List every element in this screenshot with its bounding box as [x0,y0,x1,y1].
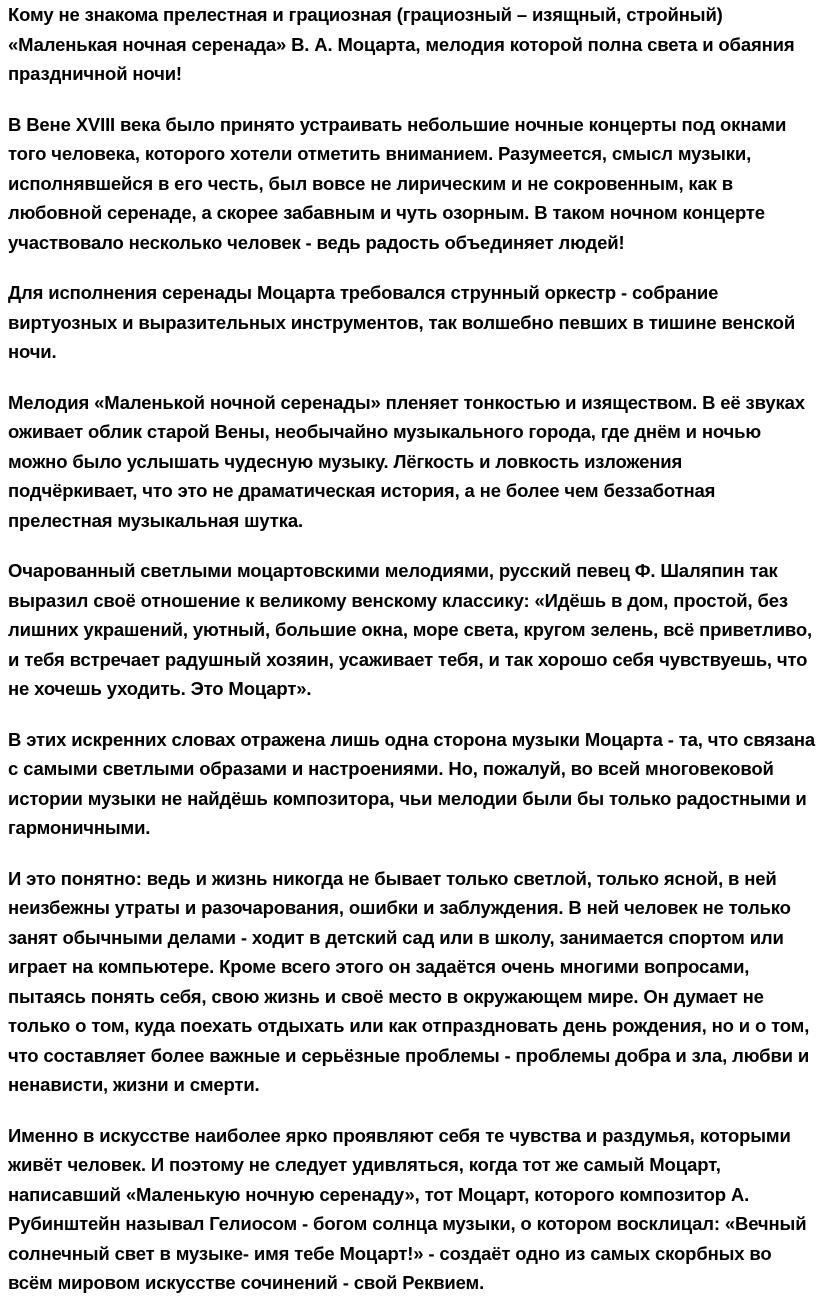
paragraph-life-reflections: И это понятно: ведь и жизнь никогда не бывает только светлой, только ясной, в ней неизбежны утраты и разочарования, ошибки и заблуждения. В ней человек не только занят обычными делами - ходит в детский сад или в школу, занимается спортом или играет на компьютере. Кроме всего этого он задаётся очень многими вопросами, пытаясь понять себя, свою жизнь и своё место в окружающем мире. Он думает не только о том, куда поехать отдыхать или как отпраздновать день рождения, но и о том, что составляет более важные и серьёзные проблемы - проблемы добра и зла, любви и ненависти, жизни и смерти. [8,867,810,1095]
paragraph-requiem: Именно в искусстве наиболее ярко проявляют себя те чувства и раздумья, которыми живёт человек. И поэтому не следует удивляться, когда тот же самый Моцарт, написавший «Маленькую ночную серенаду», тот Моцарт, которого композитор А. Рубинштейн называл Гелиосом - богом солнца музыки, о котором восклицал: «Вечный солнечный свет в музыке- имя тебе Моцарт!» - создаёт одно из самых скорбных во всём мировом искусстве сочинений - свой Реквием. [8,1124,807,1293]
paragraph-vienna-concerts: В Вене XVIII века было принято устраивать небольшие ночные концерты под окнами того человека, которого хотели отметить вниманием. Разумеется, смысл музыки, исполнявшейся в его честь, был вовсе не лирическим и не сокровенным, как в любовной серенаде, а скорее забавным и чуть озорным. В таком ночном концерте участвовало несколько человек - ведь радость объединяет людей! [8,113,787,253]
paragraph-string-orchestra: Для исполнения серенады Моцарта требовался струнный оркестр - собрание виртуозных и выразительных инструментов, так волшебно певших в тишине венской ночи. [8,282,796,362]
paragraph-chaliapin-quote: Очарованный светлыми моцартовскими мелодиями, русский певец Ф. Шаляпин так выразил своё отношение к великому венскому классику: «Идёшь в дом, простой, без лишних украшений, уютный, большие окна, море света, кругом зелень, всё приветливо, и тебя встречает радушный хозяин, усаживает тебя, и так хорошо себя чувствуешь, что не хочешь уходить. Это Моцарт». [8,560,813,699]
paragraph-one-side-of-music: В этих искренних словах отражена лишь одна сторона музыки Моцарта - та, что связана с самыми светлыми образами и настроениями. Но, пожалуй, во всей многовековой истории музыки не найдёшь композитора, чьи мелодии были бы только радостными и гармоничными. [8,728,816,838]
paragraph-melody-description: Мелодия «Маленькой ночной серенады» пленяет тонкостью и изяществом. В её звуках оживает облик старой Вены, необычайно музыкального города, где днём и ночью можно было услышать чудесную музыку. Лёгкость и ловкость изложения подчёркивает, что это не драматическая история, а не более чем беззаботная прелестная музыкальная шутка. [8,391,805,531]
paragraph-serenade-intro: Кому не знакома прелестная и грациозная (грациозный – изящный, стройный) «Маленькая ночная серенада» В. А. Моцарта, мелодия которой полна света и обаяния праздничной ночи! [8,4,795,84]
